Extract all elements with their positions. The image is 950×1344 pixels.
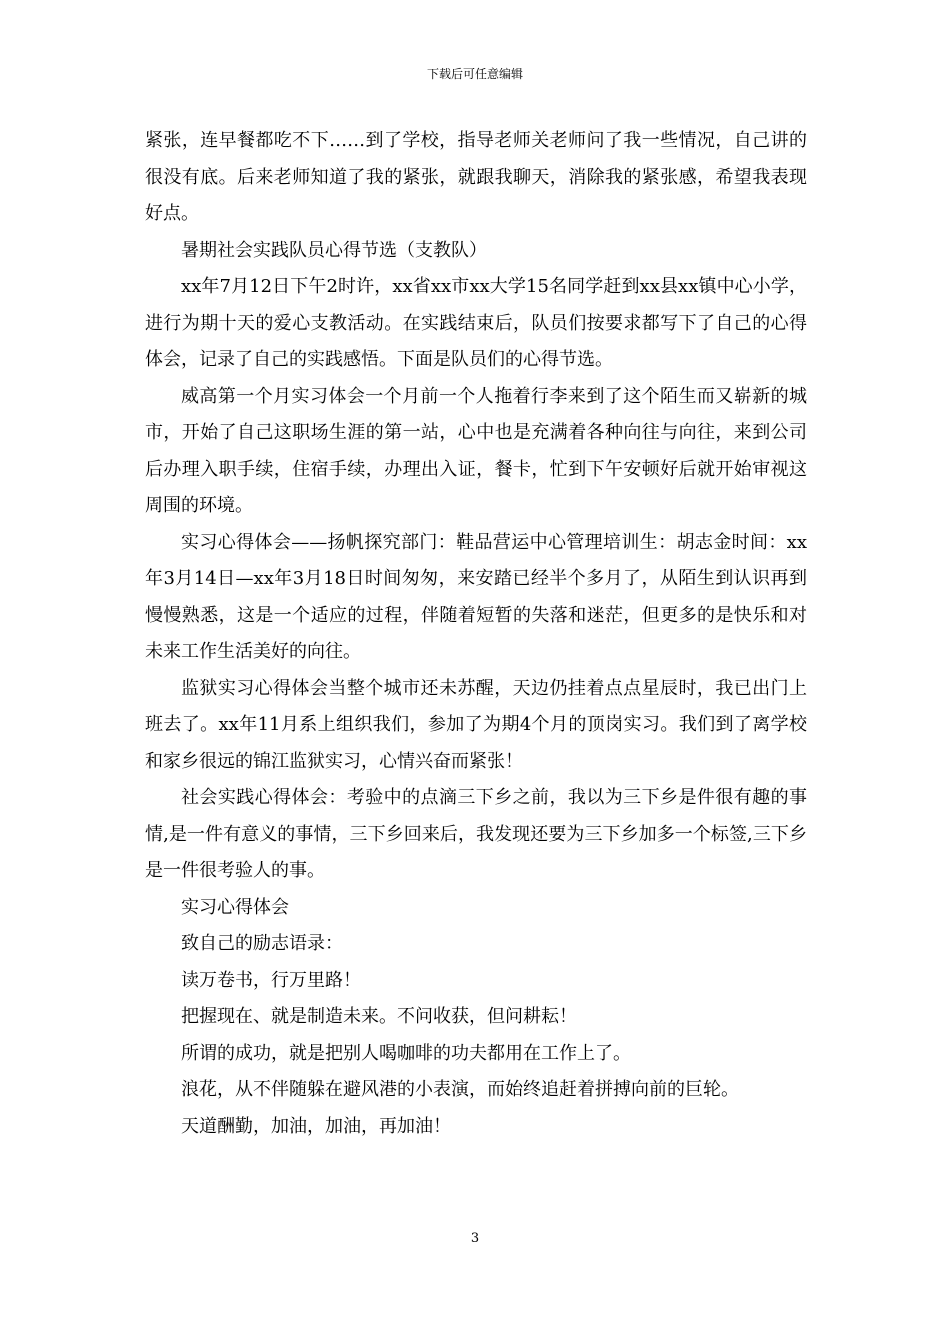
paragraph: 把握现在、就是制造未来。不问收获，但问耕耘！ <box>181 1006 577 1027</box>
page-number: 3 <box>470 1231 480 1246</box>
paragraph: 社会实践心得体会：考验中的点滴三下乡之前，我以为三下乡是件很有趣的事情,是一件有意义的事情，三下乡回来后，我发现还要为三下乡加多一个标签,三下乡是一件很考验人的事。 <box>145 787 807 881</box>
paragraph: 实习心得体会——扬帆探究部门：鞋品营运中心管理培训生：胡志金时间：xx年3月14日—xx年3月18日时间匆匆，来安踏已经半个多月了，从陌生到认识再到慢慢熟悉，这是一个适应的过程，伴随着短暂的失落和迷茫，但更多的是快乐和对未来工作生活美好的向往。 <box>145 531 807 662</box>
paragraph: 浪花，从不伴随躲在避风港的小表演，而始终追赶着拼搏向前的巨轮。 <box>181 1079 739 1100</box>
paragraph: 紧张，连早餐都吃不下……到了学校，指导老师关老师问了我一些情况，自己讲的很没有底。后来老师知道了我的紧张，就跟我聊天，消除我的紧张感，希望我表现好点。 <box>145 130 807 224</box>
paragraph: 天道酬勤，加油，加油，再加油！ <box>181 1115 451 1137</box>
paragraph: 读万卷书，行万里路！ <box>181 969 361 991</box>
paragraph: 所谓的成功，就是把别人喝咖啡的功夫都用在工作上了。 <box>181 1042 631 1064</box>
paragraph: 致自己的励志语录： <box>181 933 343 954</box>
paragraph: 实习心得体会 <box>181 896 289 918</box>
paragraph: 监狱实习心得体会当整个城市还未苏醒，天边仍挂着点点星辰时，我已出门上班去了。xx年11月系上组织我们，参加了为期4个月的顶岗实习。我们到了离学校和家乡很远的锦江监狱实习，心情兴奋而紧张！ <box>145 677 807 772</box>
paragraph: xx年7月12日下午2时许，xx省xx市xx大学15名同学赶到xx县xx镇中心小学，进行为期十天的爱心支教活动。在实践结束后，队员们按要求都写下了自己的心得体会，记录了自己的实践感悟。下面是队员们的心得节选。 <box>145 276 807 370</box>
page-header: 下载后可任意编辑 <box>426 67 523 81</box>
paragraph: 暑期社会实践队员心得节选（支教队） <box>181 239 487 261</box>
paragraph: 威高第一个月实习体会一个月前一个人拖着行李来到了这个陌生而又崭新的城市，开始了自己这职场生涯的第一站，心中也是充满着各种向往与向往，来到公司后办理入职手续，住宿手续，办理出入证，餐卡，忙到下午安顿好后就开始审视这周围的环境。 <box>145 385 807 516</box>
document-body <box>145 123 807 1145</box>
